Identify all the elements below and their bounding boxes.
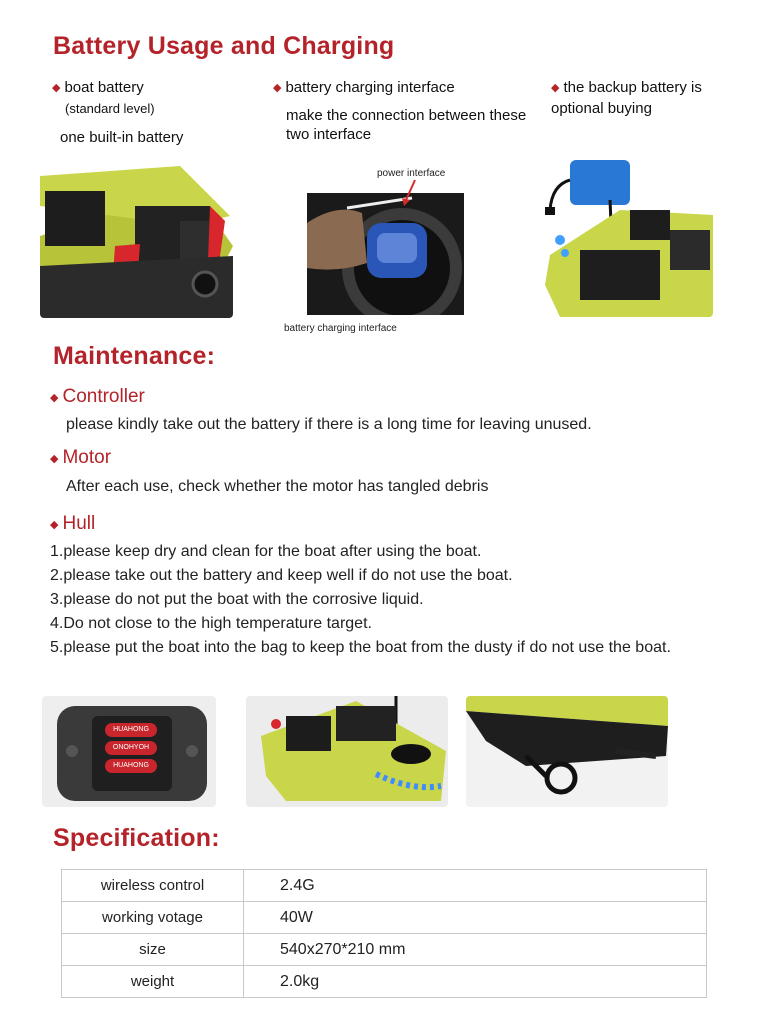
boat-motor-image <box>466 696 668 807</box>
table-row <box>62 934 707 966</box>
diamond-bullet-icon: ◆ <box>50 392 59 404</box>
hull-heading: ◆ Hull <box>50 513 96 534</box>
motor-heading: ◆ Motor <box>50 447 112 468</box>
spec-key: size <box>62 934 244 966</box>
spec-value: 40W <box>244 902 707 934</box>
power-arrow-icon <box>400 178 420 208</box>
boat-battery-image <box>40 166 233 318</box>
spec-key: weight <box>62 966 244 998</box>
list-item: 2.please take out the battery and keep well if do not use the boat. <box>50 567 513 584</box>
controller-text: please kindly take out the battery if there is a long time for leaving unused. <box>66 416 592 433</box>
list-item: 5.please put the boat into the bag to keep the boat from the dusty if do not use the boat. <box>50 639 671 656</box>
battery-cell: HUAHONG <box>105 723 157 737</box>
power-interface-caption: power interface <box>377 168 446 179</box>
spec-value: 2.4G <box>244 870 707 902</box>
diamond-bullet-icon: ◆ <box>50 519 59 531</box>
spec-value: 540x270*210 mm <box>244 934 707 966</box>
backup-battery-label: ◆ the backup battery is optional buying <box>551 79 702 117</box>
hull-list <box>50 540 730 660</box>
backup-battery-image <box>540 155 713 317</box>
battery-section-title: Battery Usage and Charging <box>53 32 395 60</box>
charging-interface-note: make the connection between these two interface <box>286 107 527 143</box>
charging-interface-caption: battery charging interface <box>284 323 397 334</box>
list-item: 4.Do not close to the high temperature target. <box>50 615 372 632</box>
spec-table <box>61 869 707 998</box>
motor-text: After each use, check whether the motor has tangled debris <box>66 478 489 495</box>
diamond-bullet-icon: ◆ <box>551 82 560 94</box>
diamond-bullet-icon: ◆ <box>50 453 59 465</box>
controller-heading: ◆ Controller <box>50 386 145 407</box>
remote-battery-image <box>42 696 216 807</box>
charging-interface-image <box>307 193 464 315</box>
table-row <box>62 966 707 998</box>
charging-interface-label: ◆ battery charging interface <box>273 79 455 96</box>
list-item: 1.please keep dry and clean for the boat after using the boat. <box>50 543 482 560</box>
battery-cell: ONOHYOH <box>105 741 157 755</box>
boat-battery-label: ◆ boat battery (standard level) <box>52 79 155 116</box>
list-item: 3.please do not put the boat with the corrosive liquid. <box>50 591 424 608</box>
diamond-bullet-icon: ◆ <box>52 82 61 94</box>
battery-cell: HUAHONG <box>105 759 157 773</box>
maintenance-section-title: Maintenance: <box>53 342 216 370</box>
boat-lights-image <box>246 696 448 807</box>
spec-key: wireless control <box>62 870 244 902</box>
spec-section-title: Specification: <box>53 824 220 852</box>
diamond-bullet-icon: ◆ <box>273 82 282 94</box>
table-row <box>62 902 707 934</box>
spec-key: working votage <box>62 902 244 934</box>
table-row <box>62 870 707 902</box>
boat-battery-note: one built-in battery <box>60 129 184 146</box>
spec-value: 2.0kg <box>244 966 707 998</box>
